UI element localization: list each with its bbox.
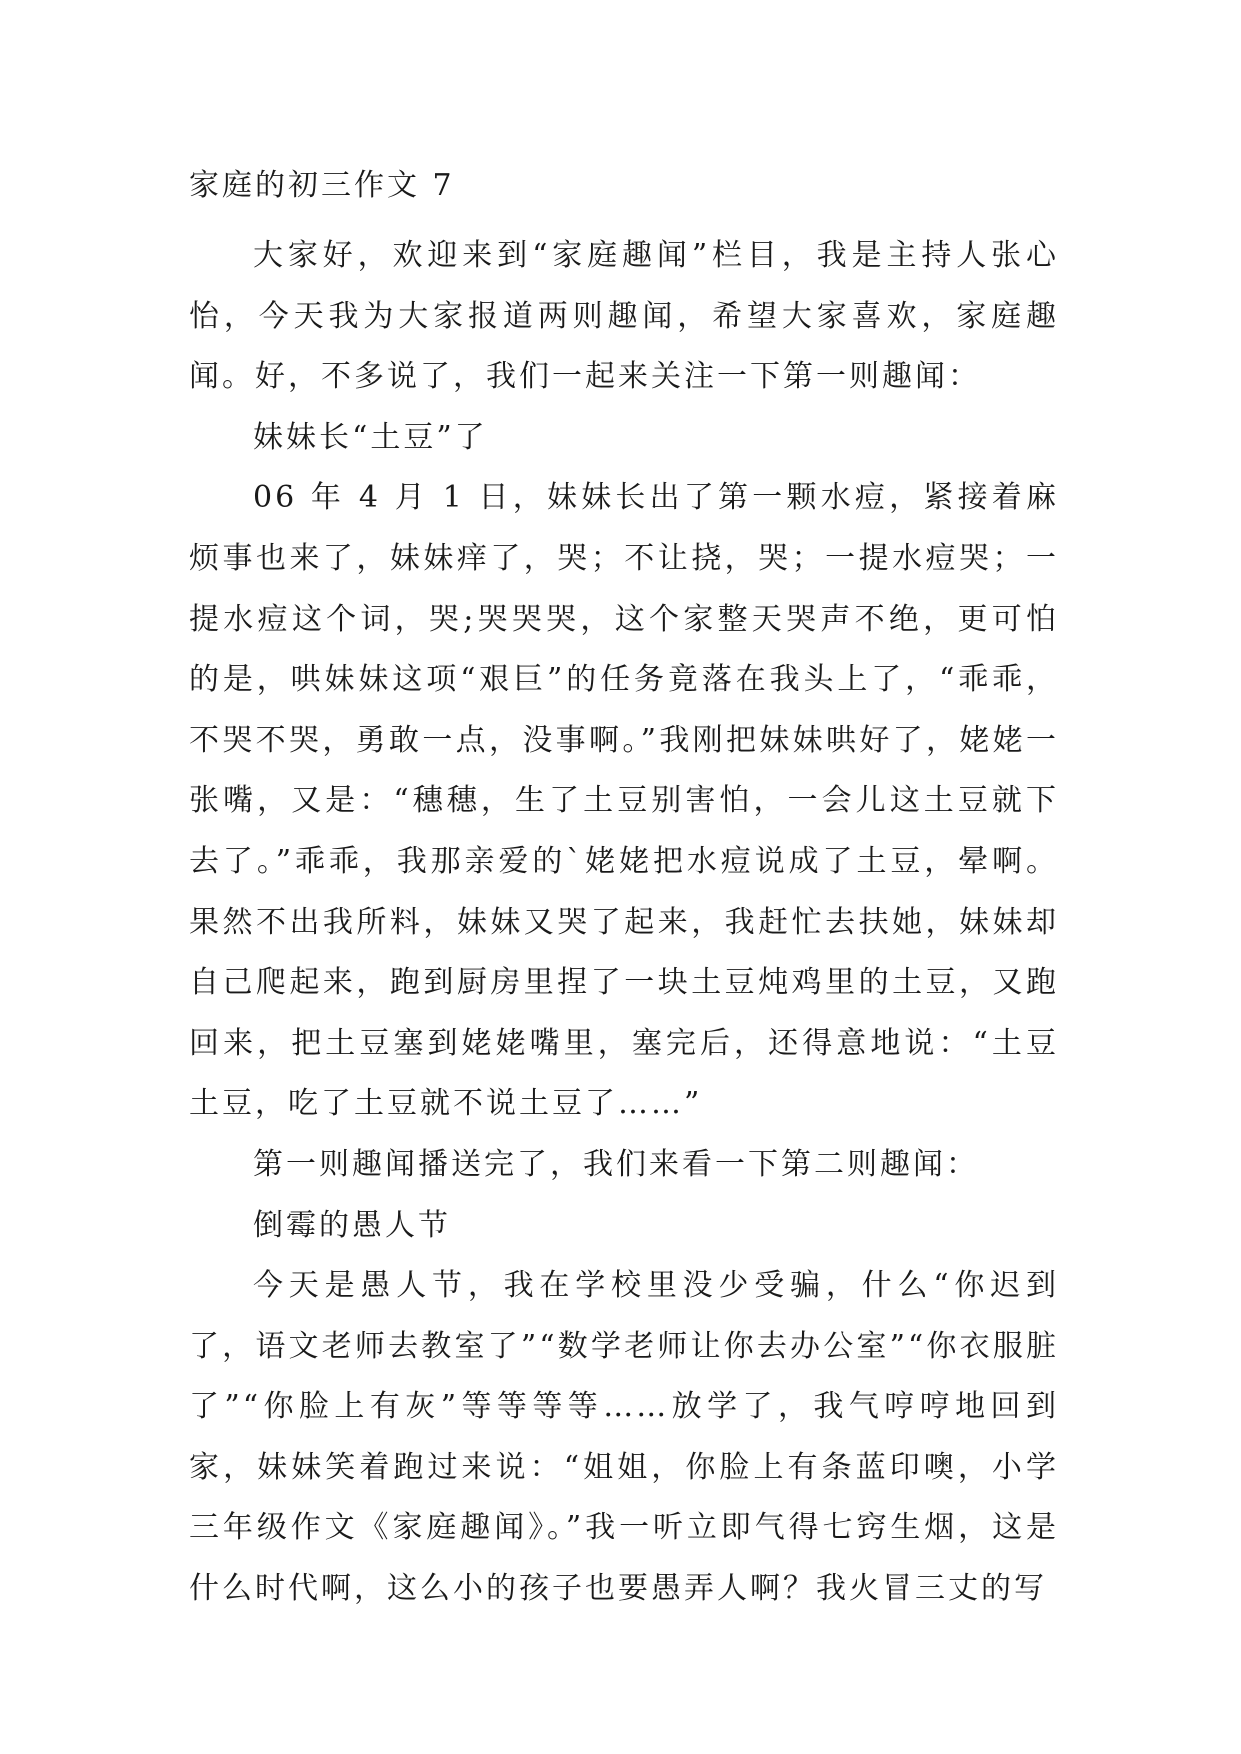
paragraph-story-1: 06 年 4 月 1 日，妹妹长出了第一颗水痘，紧接着麻烦事也来了，妹妹痒了，哭；不让挠，哭；一提水痘哭；一提水痘这个词，哭;哭哭哭，这个家整天哭声不绝，更可怕的是，哄妹妹这项“艰巨”的任务竟落在我头上了，“乖乖，不哭不哭，勇敢一点，没事啊。”我刚把妹妹哄好了，姥姥一张嘴，又是：“穗穗，生了土豆别害怕，一会儿这土豆就下去了。”乖乖，我那亲爱的`姥姥把水痘说成了土豆，晕啊。果然不出我所料，妹妹又哭了起来，我赶忙去扶她，妹妹却自己爬起来，跑到厨房里捏了一块土豆炖鸡里的土豆，又跑回来，把土豆塞到姥姥嘴里，塞完后，还得意地说：“土豆土豆，吃了土豆就不说土豆了……” [189, 480, 1059, 1122]
story-heading-1: 妹妹长“土豆”了 [253, 419, 488, 455]
paragraph-story-2: 今天是愚人节，我在学校里没少受骗，什么“你迟到了，语文老师去教室了”“数学老师让你去办公室”“你衣服脏了”“你脸上有灰”等等等等……放学了，我气哼哼地回到家，妹妹笑着跑过来说：“姐姐，你脸上有条蓝印噢，小学三年级作文《家庭趣闻》。”我一听立即气得七窍生烟，这是什么时代啊，这么小的孩子也要愚弄人啊？我火冒三丈的写 [189, 1268, 1059, 1607]
document-body [189, 226, 1059, 1620]
story-heading-2: 倒霉的愚人节 [253, 1207, 451, 1243]
document-title: 家庭的初三作文 7 [189, 168, 455, 203]
paragraph-transition: 第一则趣闻播送完了，我们来看一下第二则趣闻： [253, 1146, 979, 1182]
paragraph-intro: 大家好，欢迎来到“家庭趣闻”栏目，我是主持人张心怡，今天我为大家报道两则趣闻，希望大家喜欢，家庭趣闻。好，不多说了，我们一起来关注一下第一则趣闻： [189, 238, 1059, 395]
